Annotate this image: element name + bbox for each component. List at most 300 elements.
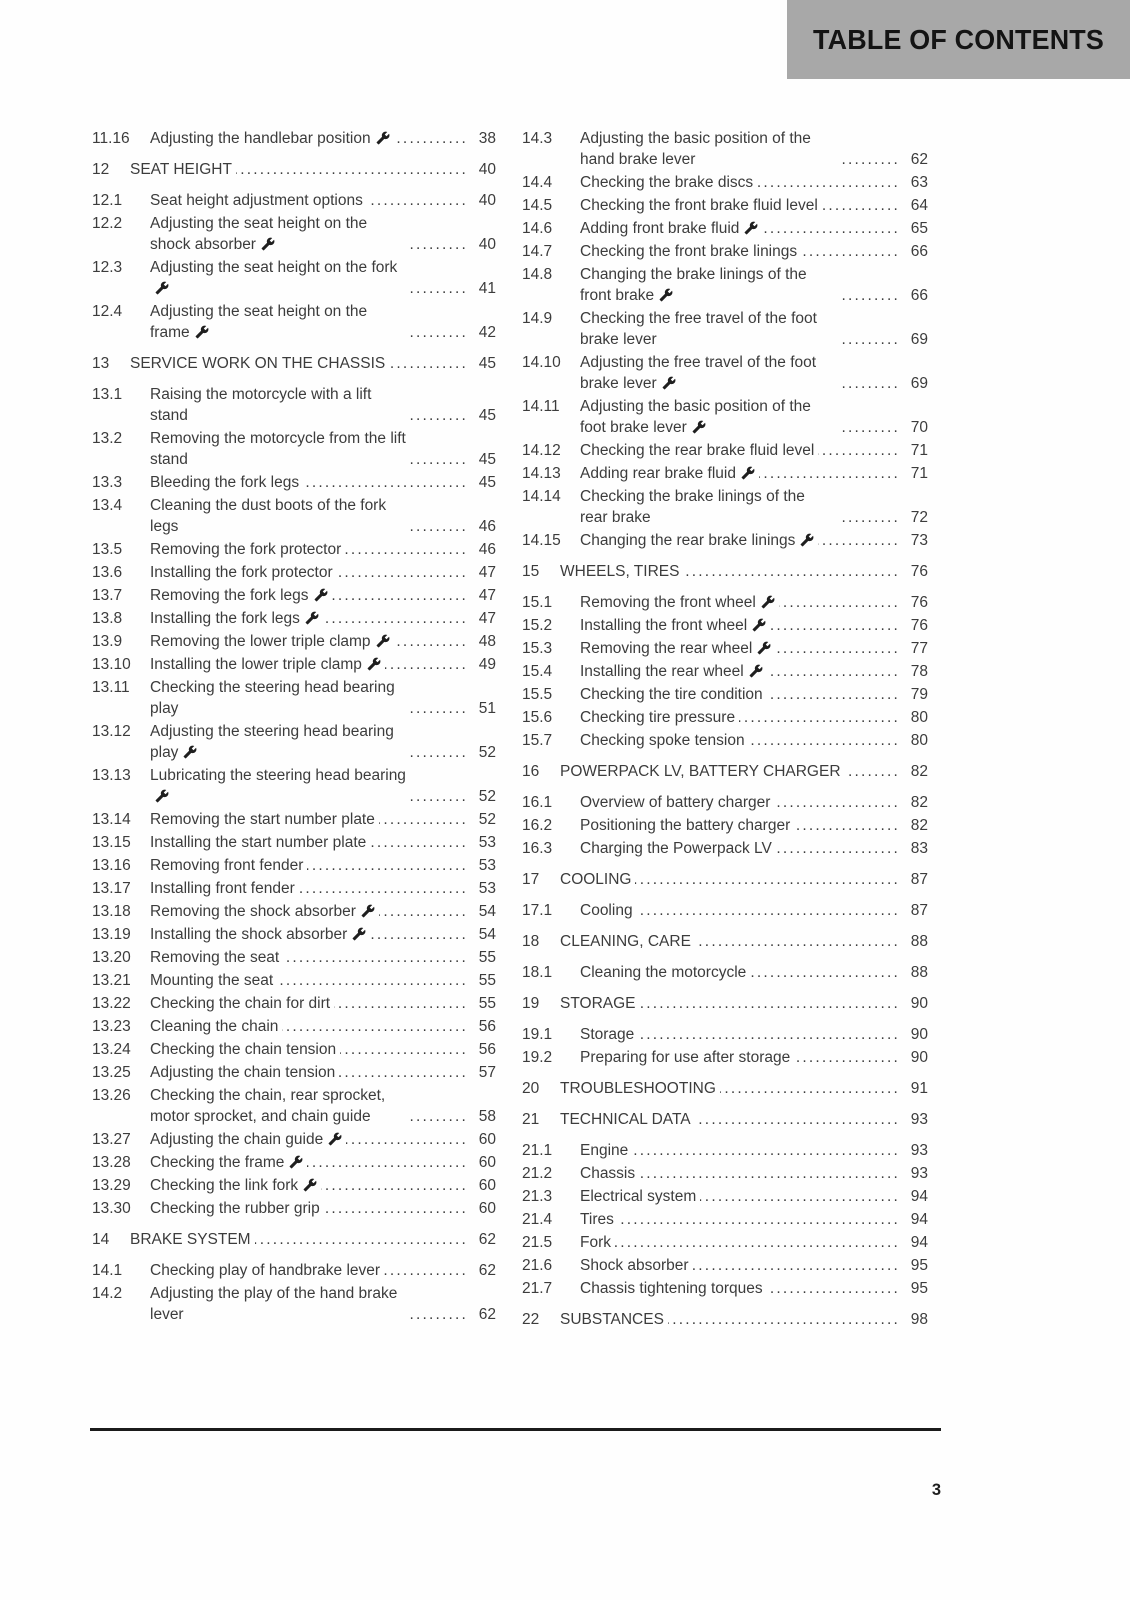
toc-entry-title: Adjusting the seat height on the fork xyxy=(150,257,406,299)
toc-entry-number: 21.1 xyxy=(522,1142,553,1159)
toc-entry-title: Installing the fork protector xyxy=(150,564,333,581)
toc-entry-title: Removing the fork protector xyxy=(150,541,342,558)
toc-entry-number: 18.1 xyxy=(522,964,553,981)
wrench-icon xyxy=(757,641,771,655)
wrench-icon xyxy=(761,595,775,609)
toc-entry-number: 16 xyxy=(522,763,540,780)
toc-entry-number: 13 xyxy=(92,355,110,372)
wrench-icon xyxy=(376,131,390,145)
toc-entry-title: Charging the Powerpack LV xyxy=(580,840,772,857)
toc-entry-number: 13.30 xyxy=(92,1200,131,1217)
toc-entry-title: Changing the brake linings of the front brake xyxy=(580,266,807,304)
dot-leader xyxy=(774,792,900,813)
toc-entry-number: 13.20 xyxy=(92,949,131,966)
dot-leader xyxy=(639,1163,900,1184)
wrench-icon xyxy=(376,634,390,648)
toc-entry-page: 62 xyxy=(478,1262,496,1279)
toc-entry-number: 12.1 xyxy=(92,192,123,209)
toc-left-column xyxy=(92,128,496,1327)
toc-entry-title: TROUBLESHOOTING xyxy=(560,1080,716,1097)
dot-leader xyxy=(638,1024,900,1045)
dot-leader xyxy=(277,970,468,991)
toc-entry-page: 46 xyxy=(478,518,496,535)
toc-entry-page: 45 xyxy=(478,407,496,424)
toc-entry-page: 93 xyxy=(910,1165,928,1182)
toc-entry-number: 17 xyxy=(522,871,540,888)
dot-leader xyxy=(779,592,900,613)
toc-section-row xyxy=(522,1078,928,1099)
toc-entry-row xyxy=(522,962,928,983)
dot-leader xyxy=(346,1129,468,1150)
toc-entry-row xyxy=(522,463,928,484)
toc-entry-page: 45 xyxy=(478,451,496,468)
toc-entry-row xyxy=(92,562,496,583)
toc-entry-row xyxy=(92,1198,496,1219)
toc-entry-title: Adjusting the chain tension xyxy=(150,1064,336,1081)
toc-entry-row xyxy=(92,1016,496,1037)
toc-entry-page: 90 xyxy=(910,1026,928,1043)
page-number: 3 xyxy=(931,1481,941,1499)
toc-entry-title: Chassis tightening torques xyxy=(580,1280,763,1297)
toc-entry-row xyxy=(92,832,496,853)
toc-entry-number: 13.27 xyxy=(92,1131,131,1148)
toc-entry-row xyxy=(522,1255,928,1276)
toc-entry-number: 15.2 xyxy=(522,617,553,634)
toc-entry-row xyxy=(92,947,496,968)
toc-entry-row xyxy=(92,765,496,807)
dot-leader xyxy=(410,1304,468,1325)
toc-entry-number: 16.1 xyxy=(522,794,553,811)
toc-entry-number: 15.5 xyxy=(522,686,553,703)
toc-entry-number: 19 xyxy=(522,995,540,1012)
dot-leader xyxy=(255,1229,468,1250)
toc-entry-title: Checking the brake linings of the rear brake xyxy=(580,488,805,526)
toc-entry-number: 13.13 xyxy=(92,767,131,784)
toc-entry-page: 51 xyxy=(478,700,496,717)
toc-entry-page: 93 xyxy=(910,1111,928,1128)
toc-entry-title: TECHNICAL DATA xyxy=(560,1111,691,1128)
dot-leader xyxy=(750,962,900,983)
toc-entry-number: 14.2 xyxy=(92,1285,123,1302)
dot-leader xyxy=(762,218,900,239)
toc-entry-title: Adjusting the steering head bearing play xyxy=(150,723,394,761)
dot-leader xyxy=(794,1047,900,1068)
toc-entry-row xyxy=(522,592,928,613)
toc-entry-number: 14.3 xyxy=(522,130,553,147)
toc-entry-page: 69 xyxy=(910,331,928,348)
dot-leader xyxy=(618,1209,900,1230)
toc-entry-row xyxy=(522,838,928,859)
toc-entry-row xyxy=(522,486,928,528)
toc-entry-number: 15.6 xyxy=(522,709,553,726)
toc-entry-page: 64 xyxy=(910,197,928,214)
toc-entry-number: 21.2 xyxy=(522,1165,553,1182)
toc-section-row xyxy=(522,761,928,782)
toc-entry-title: Adjusting the handlebar position xyxy=(150,128,390,149)
toc-entry-number: 19.1 xyxy=(522,1026,553,1043)
dot-leader xyxy=(410,322,468,343)
toc-entry-title: Seat height adjustment options xyxy=(150,192,363,209)
dot-leader xyxy=(700,1186,900,1207)
toc-entry-title: Electrical system xyxy=(580,1188,697,1205)
dot-leader xyxy=(410,742,468,763)
toc-entry-number: 13.22 xyxy=(92,995,131,1012)
toc-entry-row xyxy=(92,585,496,606)
dot-leader xyxy=(695,931,900,952)
toc-entry-number: 14.8 xyxy=(522,266,553,283)
toc-entry-row xyxy=(522,707,928,728)
dot-leader xyxy=(370,832,468,853)
toc-entry-number: 13.24 xyxy=(92,1041,131,1058)
toc-entry-page: 38 xyxy=(478,130,496,147)
toc-entry-row xyxy=(522,1163,928,1184)
toc-entry-title: POWERPACK LV, BATTERY CHARGER xyxy=(560,763,841,780)
dot-leader xyxy=(340,1039,468,1060)
toc-entry-page: 87 xyxy=(910,902,928,919)
toc-section-row xyxy=(92,353,496,374)
toc-entry-number: 13.17 xyxy=(92,880,131,897)
toc-entry-number: 13.29 xyxy=(92,1177,131,1194)
toc-entry-page: 93 xyxy=(910,1142,928,1159)
toc-entry-row xyxy=(92,924,496,945)
toc-entry-page: 45 xyxy=(478,355,496,372)
toc-entry-number: 16.3 xyxy=(522,840,553,857)
toc-entry-row xyxy=(522,1209,928,1230)
toc-entry-page: 95 xyxy=(910,1257,928,1274)
toc-entry-row xyxy=(522,615,928,636)
toc-entry-page: 40 xyxy=(478,236,496,253)
toc-entry-number: 15 xyxy=(522,563,540,580)
dot-leader xyxy=(818,440,900,461)
toc-entry-row xyxy=(92,213,496,255)
toc-entry-row xyxy=(92,654,496,675)
dot-leader xyxy=(767,1278,900,1299)
toc-entry-page: 76 xyxy=(910,617,928,634)
toc-entry-page: 40 xyxy=(478,161,496,178)
toc-entry-number: 14.14 xyxy=(522,488,561,505)
toc-entry-row xyxy=(92,384,496,426)
dot-leader xyxy=(822,195,900,216)
toc-entry-title: Changing the rear brake linings xyxy=(580,530,814,551)
toc-entry-row xyxy=(522,352,928,394)
dot-leader xyxy=(282,1016,468,1037)
toc-entry-page: 88 xyxy=(910,964,928,981)
toc-entry-number: 21.6 xyxy=(522,1257,553,1274)
toc-entry-page: 70 xyxy=(910,419,928,436)
toc-entry-title: Storage xyxy=(580,1026,635,1043)
toc-entry-row xyxy=(522,396,928,438)
toc-entry-row xyxy=(92,1175,496,1196)
toc-entry-number: 15.7 xyxy=(522,732,553,749)
toc-entry-number: 11.16 xyxy=(92,130,130,147)
toc-entry-number: 13.26 xyxy=(92,1087,131,1104)
toc-entry-number: 14.7 xyxy=(522,243,553,260)
toc-entry-page: 77 xyxy=(910,640,928,657)
toc-entry-title: Removing the shock absorber xyxy=(150,901,375,922)
toc-entry-row xyxy=(92,901,496,922)
dot-leader xyxy=(776,838,900,859)
dot-leader xyxy=(283,947,468,968)
wrench-icon xyxy=(662,376,676,390)
toc-entry-page: 69 xyxy=(910,375,928,392)
toc-entry-number: 13.7 xyxy=(92,587,123,604)
dot-leader xyxy=(818,530,900,551)
wrench-icon xyxy=(659,288,673,302)
toc-entry-page: 40 xyxy=(478,192,496,209)
toc-entry-title: Preparing for use after storage xyxy=(580,1049,791,1066)
toc-entry-page: 62 xyxy=(910,151,928,168)
toc-entry-number: 12.3 xyxy=(92,259,123,276)
toc-entry-title: COOLING xyxy=(560,871,632,888)
toc-entry-page: 60 xyxy=(478,1131,496,1148)
toc-entry-number: 13.4 xyxy=(92,497,123,514)
toc-entry-row xyxy=(522,684,928,705)
toc-entry-title: Checking the brake discs xyxy=(580,174,754,191)
toc-entry-page: 94 xyxy=(910,1234,928,1251)
toc-entry-title: Adding rear brake fluid xyxy=(580,463,755,484)
dot-leader xyxy=(801,241,900,262)
toc-entry-number: 13.14 xyxy=(92,811,131,828)
toc-entry-page: 57 xyxy=(478,1064,496,1081)
toc-entry-title: Checking the chain for dirt xyxy=(150,995,331,1012)
dot-leader xyxy=(739,707,900,728)
dot-leader xyxy=(339,1062,468,1083)
toc-entry-number: 13.18 xyxy=(92,903,131,920)
toc-entry-title: WHEELS, TIRES xyxy=(560,563,680,580)
toc-entry-row xyxy=(92,809,496,830)
toc-entry-title: Tires xyxy=(580,1211,614,1228)
dot-leader xyxy=(394,128,468,149)
dot-leader xyxy=(379,809,468,830)
toc-entry-number: 14.13 xyxy=(522,465,561,482)
wrench-icon xyxy=(261,237,275,251)
toc-entry-page: 55 xyxy=(478,972,496,989)
toc-entry-number: 14.6 xyxy=(522,220,553,237)
toc-entry-page: 55 xyxy=(478,995,496,1012)
toc-entry-title: Cleaning the motorcycle xyxy=(580,964,747,981)
toc-entry-row xyxy=(522,195,928,216)
dot-leader xyxy=(410,234,468,255)
toc-entry-number: 14.4 xyxy=(522,174,553,191)
toc-entry-number: 13.28 xyxy=(92,1154,131,1171)
toc-entry-number: 21.5 xyxy=(522,1234,553,1251)
toc-entry-row xyxy=(92,970,496,991)
toc-entry-page: 87 xyxy=(910,871,928,888)
toc-entry-page: 82 xyxy=(910,794,928,811)
wrench-icon xyxy=(314,588,328,602)
dot-leader xyxy=(840,373,900,394)
toc-entry-row xyxy=(92,721,496,763)
toc-entry-page: 83 xyxy=(910,840,928,857)
toc-entry-title: Removing the start number plate xyxy=(150,811,375,828)
toc-entry-number: 12.4 xyxy=(92,303,123,320)
toc-entry-page: 82 xyxy=(910,817,928,834)
dot-leader xyxy=(379,901,468,922)
toc-entry-number: 13.15 xyxy=(92,834,131,851)
toc-entry-row xyxy=(522,1278,928,1299)
wrench-icon xyxy=(749,664,763,678)
toc-entry-title: Removing the seat xyxy=(150,949,280,966)
toc-entry-row xyxy=(92,1129,496,1150)
toc-entry-number: 13.1 xyxy=(92,386,123,403)
dot-leader xyxy=(794,815,900,836)
toc-entry-row xyxy=(92,495,496,537)
toc-entry-number: 13.12 xyxy=(92,723,131,740)
toc-entry-page: 71 xyxy=(910,465,928,482)
toc-entry-number: 14.9 xyxy=(522,310,553,327)
dot-leader xyxy=(410,278,468,299)
toc-entry-page: 82 xyxy=(910,763,928,780)
toc-entry-number: 21.7 xyxy=(522,1280,553,1297)
toc-section-row xyxy=(92,1229,496,1250)
toc-entry-page: 52 xyxy=(478,811,496,828)
dot-leader xyxy=(410,698,468,719)
toc-entry-title: Adjusting the free travel of the foot brake lever xyxy=(580,354,817,392)
toc-entry-page: 72 xyxy=(910,509,928,526)
toc-entry-page: 94 xyxy=(910,1211,928,1228)
toc-entry-page: 66 xyxy=(910,243,928,260)
toc-entry-title: Adjusting the chain guide xyxy=(150,1129,342,1150)
dot-leader xyxy=(640,993,900,1014)
toc-entry-title: SEAT HEIGHT xyxy=(130,161,232,178)
toc-entry-number: 13.23 xyxy=(92,1018,131,1035)
toc-entry-title: Shock absorber xyxy=(580,1257,689,1274)
toc-entry-row xyxy=(522,1047,928,1068)
wrench-icon xyxy=(361,904,375,918)
toc-entry-number: 15.4 xyxy=(522,663,553,680)
toc-entry-page: 49 xyxy=(478,656,496,673)
dot-leader xyxy=(236,159,468,180)
toc-entry-page: 52 xyxy=(478,788,496,805)
wrench-icon xyxy=(303,1178,317,1192)
toc-entry-title: Removing the motorcycle from the lift stand xyxy=(150,430,406,468)
footer-divider xyxy=(90,1428,941,1431)
wrench-icon xyxy=(752,618,766,632)
toc-entry-page: 79 xyxy=(910,686,928,703)
toc-entry-title: Adjusting the play of the hand brake lever xyxy=(150,1285,398,1323)
toc-section-row xyxy=(92,159,496,180)
dot-leader xyxy=(845,761,900,782)
toc-entry-title: CLEANING, CARE xyxy=(560,933,691,950)
toc-entry-row xyxy=(522,1140,928,1161)
toc-entry-page: 80 xyxy=(910,732,928,749)
toc-entry-title: Installing the front wheel xyxy=(580,615,766,636)
dot-leader xyxy=(410,1106,468,1127)
toc-entry-page: 94 xyxy=(910,1188,928,1205)
toc-entry-row xyxy=(522,128,928,170)
page-title: TABLE OF CONTENTS xyxy=(813,23,1104,55)
toc-entry-title: Mounting the seat xyxy=(150,972,274,989)
toc-entry-title: Checking the frame xyxy=(150,1152,303,1173)
toc-entry-title: Installing the fork legs xyxy=(150,608,319,629)
toc-entry-title: Raising the motorcycle with a lift stand xyxy=(150,386,372,424)
toc-entry-number: 12.2 xyxy=(92,215,123,232)
dot-leader xyxy=(840,507,900,528)
dot-leader xyxy=(668,1309,900,1330)
toc-entry-number: 17.1 xyxy=(522,902,553,919)
toc-entry-title: Removing the rear wheel xyxy=(580,638,771,659)
toc-entry-row xyxy=(92,878,496,899)
toc-entry-page: 88 xyxy=(910,933,928,950)
toc-section-row xyxy=(522,561,928,582)
toc-entry-number: 19.2 xyxy=(522,1049,553,1066)
toc-entry-title: Installing front fender xyxy=(150,880,295,897)
wrench-icon xyxy=(352,927,366,941)
toc-entry-number: 14.11 xyxy=(522,398,560,415)
toc-entry-row xyxy=(92,1283,496,1325)
dot-leader xyxy=(370,924,468,945)
toc-section-row xyxy=(522,931,928,952)
dot-leader xyxy=(332,585,468,606)
toc-entry-page: 54 xyxy=(478,926,496,943)
toc-entry-title: Lubricating the steering head bearing xyxy=(150,765,406,807)
toc-entry-page: 65 xyxy=(910,220,928,237)
toc-entry-page: 58 xyxy=(478,1108,496,1125)
wrench-icon xyxy=(289,1155,303,1169)
toc-entry-title: BRAKE SYSTEM xyxy=(130,1231,251,1248)
toc-entry-page: 53 xyxy=(478,834,496,851)
dot-leader xyxy=(767,661,900,682)
toc-entry-row xyxy=(522,792,928,813)
toc-entry-page: 52 xyxy=(478,744,496,761)
dot-leader xyxy=(757,172,900,193)
toc-entry-number: 14 xyxy=(92,1231,110,1248)
toc-entry-row xyxy=(522,1024,928,1045)
toc-entry-page: 62 xyxy=(478,1306,496,1323)
toc-entry-page: 47 xyxy=(478,610,496,627)
toc-entry-row xyxy=(522,1186,928,1207)
toc-entry-title: Overview of battery charger xyxy=(580,794,771,811)
dot-leader xyxy=(303,472,468,493)
toc-entry-row xyxy=(92,301,496,343)
toc-entry-title: Removing front fender xyxy=(150,857,304,874)
toc-entry-number: 14.1 xyxy=(92,1262,123,1279)
wrench-icon xyxy=(195,325,209,339)
toc-entry-row xyxy=(522,440,928,461)
toc-entry-title: Cleaning the dust boots of the fork legs xyxy=(150,497,387,535)
toc-entry-row xyxy=(522,241,928,262)
dot-leader xyxy=(410,405,468,426)
toc-entry-number: 20 xyxy=(522,1080,540,1097)
dot-leader xyxy=(307,1152,468,1173)
wrench-icon xyxy=(155,281,169,295)
dot-leader xyxy=(759,463,900,484)
toc-entry-number: 21.3 xyxy=(522,1188,553,1205)
toc-right-column xyxy=(522,128,928,1340)
toc-entry-title: Checking the chain tension xyxy=(150,1041,337,1058)
toc-entry-number: 13.2 xyxy=(92,430,123,447)
toc-entry-page: 66 xyxy=(910,287,928,304)
toc-entry-title: Bleeding the fork legs xyxy=(150,474,300,491)
dot-leader xyxy=(323,608,468,629)
toc-entry-title: Checking play of handbrake lever xyxy=(150,1262,381,1279)
toc-entry-page: 73 xyxy=(910,532,928,549)
toc-entry-row xyxy=(92,1152,496,1173)
toc-entry-row xyxy=(92,608,496,629)
toc-entry-title: Checking tire pressure xyxy=(580,709,736,726)
toc-entry-title: Checking the link fork xyxy=(150,1175,317,1196)
toc-entry-page: 62 xyxy=(478,1231,496,1248)
toc-entry-page: 42 xyxy=(478,324,496,341)
toc-entry-row xyxy=(92,190,496,211)
toc-entry-title: SERVICE WORK ON THE CHASSIS xyxy=(130,355,386,372)
toc-entry-title: Cleaning the chain xyxy=(150,1018,279,1035)
dot-leader xyxy=(840,417,900,438)
toc-entry-number: 13.3 xyxy=(92,474,123,491)
toc-entry-title: Installing the rear wheel xyxy=(580,661,763,682)
wrench-icon xyxy=(741,466,755,480)
toc-entry-title: Adding front brake fluid xyxy=(580,218,758,239)
